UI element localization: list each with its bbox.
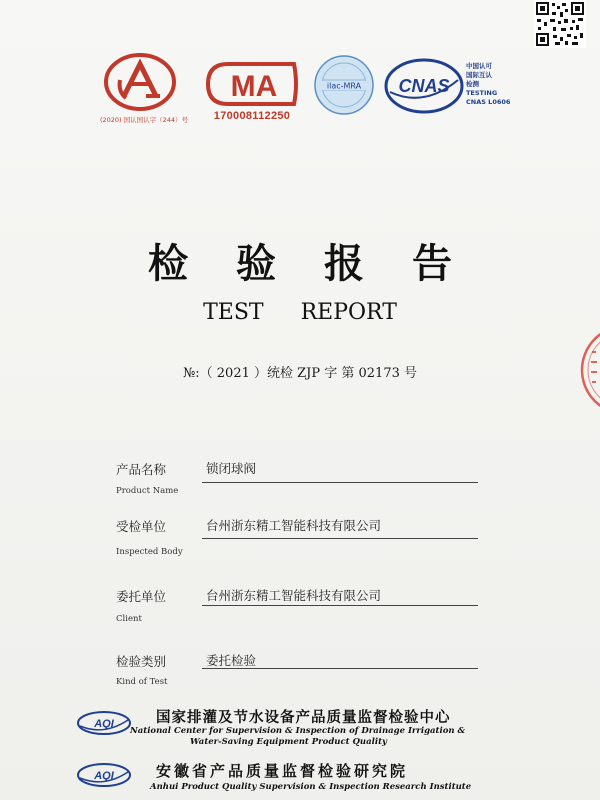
- org-name-cn: 安徽省产品质量监督检验研究院: [156, 762, 409, 780]
- issuing-organization-national: [70, 706, 540, 752]
- field-value: 台州浙东精工智能科技有限公司: [206, 588, 382, 603]
- field-label-cn: 检验类别: [116, 654, 167, 669]
- field-underline: [202, 668, 478, 669]
- cnas-logo-icon: [384, 58, 464, 114]
- aqi-logo-text: AQI: [94, 770, 114, 782]
- report-title-en: TEST REPORT: [203, 300, 397, 325]
- cma-number: 170008112250: [213, 110, 291, 122]
- field-label-en: Inspected Body: [116, 547, 183, 557]
- field-underline: [202, 538, 478, 539]
- report-title-cn: 检验报告: [148, 241, 500, 287]
- svg-text:CNAS: CNAS: [398, 76, 450, 96]
- field-underline: [202, 482, 478, 483]
- cnas-line: 检测: [466, 80, 479, 88]
- field-label-en: Client: [116, 614, 142, 624]
- cma-logo-icon: [204, 60, 300, 108]
- report-number: №:（ 2021 ）统检 ZJP 字 第 02173 号: [182, 366, 418, 381]
- field-value: 委托检验: [206, 653, 257, 668]
- field-value: 锁闭球阀: [206, 461, 257, 476]
- aqi-logo-icon: [76, 710, 132, 736]
- org-name-en-line1: National Center for Supervision & Inspection of Drainage Irrigation &: [130, 726, 466, 736]
- red-seal-stamp-icon: [578, 322, 600, 418]
- aqi-logo-text: AQI: [94, 718, 114, 730]
- qr-code-icon: [534, 0, 586, 48]
- cnas-line: 中国认可: [466, 62, 492, 70]
- field-label-cn: 产品名称: [116, 462, 167, 477]
- cal-code: (2020) 国认国认字（244）号: [99, 116, 189, 124]
- svg-text:MA: MA: [230, 70, 278, 103]
- cnas-line: 国际互认: [466, 71, 492, 79]
- org-name-en: Anhui Product Quality Supervision & Inspection Research Institute: [150, 782, 472, 792]
- svg-text:ilac-MRA: ilac-MRA: [326, 81, 362, 91]
- field-label-en: Product Name: [116, 486, 179, 496]
- ilac-mra-logo-icon: [313, 54, 375, 116]
- cnas-line: CNAS L0606: [466, 98, 511, 106]
- field-label-cn: 受检单位: [116, 519, 167, 534]
- org-name-en-line2: Water-Saving Equipment Product Quality: [190, 737, 387, 747]
- certification-logos: [100, 52, 520, 132]
- org-name-cn: 国家排灌及节水设备产品质量监督检验中心: [156, 710, 451, 726]
- field-value: 台州浙东精工智能科技有限公司: [206, 518, 382, 533]
- field-label-cn: 委托单位: [116, 589, 167, 604]
- field-underline: [202, 605, 478, 606]
- cnas-line: TESTING: [466, 89, 498, 97]
- aqi-logo-icon: [76, 762, 132, 788]
- field-label-en: Kind of Test: [116, 677, 168, 687]
- cnas-accreditation-text: [466, 62, 536, 107]
- issuing-organization-anhui: [70, 758, 540, 798]
- cal-logo-icon: [102, 52, 178, 112]
